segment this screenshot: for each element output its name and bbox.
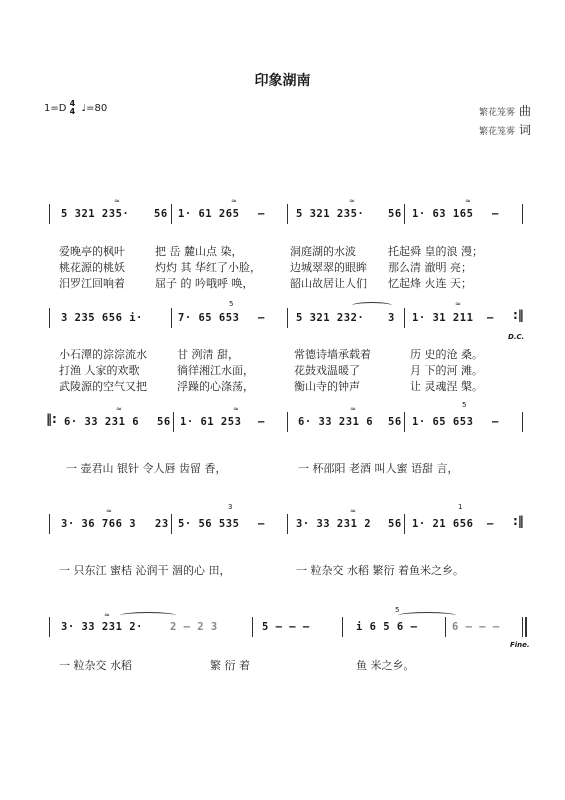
lyric: 把 岳 麓山点 染， — [155, 245, 243, 258]
barline — [287, 308, 288, 328]
barline — [522, 617, 523, 637]
lyric: 武陵源的空气又把 — [59, 380, 147, 393]
grace-note: 5 — [395, 606, 400, 614]
key-signature — [44, 100, 107, 116]
composer-role: 曲 — [519, 104, 532, 118]
lyric: 衡山寺的钟声 — [294, 380, 360, 393]
fine-mark: Fine. — [510, 641, 530, 649]
barline — [173, 412, 174, 432]
trill-mark: ≈ — [116, 405, 122, 413]
repeat-end-sign: :‖ — [513, 308, 524, 322]
barline — [404, 412, 405, 432]
lyric: 打渔 人家的欢歌 — [59, 364, 140, 377]
measure: 6· 33 231 6 — [64, 416, 140, 428]
trill-mark: ≈ — [465, 197, 471, 205]
measure: 1· 61 253 — [180, 416, 242, 428]
composer-name: 繁花笼雾 — [479, 108, 516, 118]
measure: 6· 33 231 6 — [298, 416, 374, 428]
tie — [352, 302, 392, 309]
measure: – — [492, 416, 499, 428]
lyric: 月 下的河 滩。 — [410, 364, 483, 377]
measure: 3· 33 231 2 — [296, 518, 372, 530]
lyric: 汨罗江回响着 — [59, 277, 125, 290]
trill-mark: ≈ — [350, 405, 356, 413]
lyric: 那么清 澈明 亮； — [388, 261, 472, 274]
measure: 56 — [388, 416, 402, 428]
measure: 56 — [388, 208, 402, 220]
trill-mark: ≈ — [231, 197, 237, 205]
measure: 1· 61 265 — [178, 208, 240, 220]
measure: – — [258, 416, 265, 428]
measure: – — [258, 208, 265, 220]
dc-mark: D.C. — [508, 333, 525, 341]
barline — [49, 617, 50, 637]
trill-mark: ≈ — [233, 405, 239, 413]
measure: 56 — [157, 416, 171, 428]
tie — [120, 612, 176, 619]
measure: 1· 31 211 — [412, 312, 474, 324]
lyricist-credit — [479, 121, 531, 138]
tempo-mark: ♩=80 — [81, 103, 108, 114]
measure: – — [258, 312, 265, 324]
lyric: 灼灼 其 华红了小脸， — [155, 261, 261, 274]
lyric: 浮躁的心涤荡， — [177, 380, 254, 393]
trill-mark: ≈ — [349, 197, 355, 205]
lyric: 花鼓戏温暖了 — [294, 364, 360, 377]
grace-note: 5 — [229, 300, 234, 308]
barline — [404, 308, 405, 328]
lyric: 一 粒杂交 水稻 繁衍 着鱼米之乡。 — [296, 564, 464, 577]
measure: 3 235 656 i· — [61, 312, 143, 324]
measure: 3· 36 766 3 — [61, 518, 137, 530]
barline — [342, 617, 343, 637]
lyricist-name: 繁花笼雾 — [479, 127, 516, 137]
key-label: 1=D — [44, 103, 67, 114]
lyric: 爱晚亭的枫叶 — [59, 245, 125, 258]
barline — [49, 514, 50, 534]
barline — [49, 204, 50, 224]
measure: – — [487, 312, 494, 324]
repeat-end-sign: :‖ — [513, 514, 524, 528]
time-signature: 4 4 — [69, 99, 76, 116]
measure: 1· 63 165 — [412, 208, 474, 220]
lyric: 洞庭湖的水波 — [290, 245, 356, 258]
lyric: 徜徉湘江水面， — [177, 364, 254, 377]
measure: i 6 5 6 – — [356, 621, 418, 633]
lyric: 韶山故居让人们 — [290, 277, 367, 290]
measure: 2 – 2 3 — [170, 621, 218, 633]
lyric: 忆起烽 火连 天； — [388, 277, 472, 290]
lyric: 常德诗墙承载着 — [294, 348, 371, 361]
repeat-start-sign: ‖: — [46, 412, 57, 426]
barline — [171, 308, 172, 328]
trill-mark: ≈ — [106, 507, 112, 515]
tie — [398, 612, 456, 619]
measure: – — [258, 518, 265, 530]
lyric: 桃花源的桃妖 — [59, 261, 125, 274]
measure: 56 — [154, 208, 168, 220]
barline — [171, 514, 172, 534]
barline — [49, 308, 50, 328]
lyric: 边城翠翠的眼眸 — [290, 261, 367, 274]
lyric: 鱼 米之乡。 — [356, 659, 415, 672]
measure: 1· 65 653 — [412, 416, 474, 428]
composer-credit — [479, 102, 531, 119]
lyric: 甘 洌清 甜， — [177, 348, 239, 361]
lyric: 一 壶君山 银针 令人唇 齿留 香， — [66, 462, 227, 475]
lyric: 繁 衍 着 — [210, 659, 250, 672]
lyric: 一 只东江 蜜桔 沁润干 涸的心 田， — [59, 564, 231, 577]
barline — [252, 617, 253, 637]
trill-mark: ≈ — [350, 507, 356, 515]
grace-note: 1 — [458, 503, 463, 511]
measure: 5 321 235· — [296, 208, 365, 220]
song-title: 印象湖南 — [254, 73, 311, 89]
trill-mark: ≈ — [104, 611, 110, 619]
measure: – — [492, 208, 499, 220]
lyric: 让 灵魂涅 槃。 — [410, 380, 483, 393]
barline — [287, 514, 288, 534]
grace-note: 3 — [228, 503, 233, 511]
barline — [445, 617, 446, 637]
measure: 3· 33 231 2· — [61, 621, 143, 633]
trill-mark: ≈ — [455, 300, 461, 308]
lyric: 小石潭的淙淙流水 — [59, 348, 147, 361]
measure: 56 — [388, 518, 402, 530]
lyric: 一 粒杂交 水稻 — [59, 659, 132, 672]
measure: 1· 21 656 — [412, 518, 474, 530]
measure: 5· 56 535 — [178, 518, 240, 530]
lyric: 一 杯邵阳 老酒 叫人蜜 语甜 言， — [298, 462, 459, 475]
lyric: 托起舜 皇的浪 漫； — [388, 245, 483, 258]
barline — [522, 204, 523, 224]
lyric: 屈子 的 吟哦呼 唤， — [155, 277, 254, 290]
final-barline — [525, 617, 527, 637]
measure: 23 — [155, 518, 169, 530]
barline — [404, 204, 405, 224]
barline — [287, 412, 288, 432]
measure: 3 — [388, 312, 395, 324]
lyricist-role: 词 — [519, 123, 532, 137]
measure: 5 321 232· — [296, 312, 365, 324]
measure: 6 – – – — [452, 621, 500, 633]
barline — [522, 412, 523, 432]
measure: 5 – – – — [262, 621, 310, 633]
measure: 5 321 235· — [61, 208, 130, 220]
barline — [404, 514, 405, 534]
barline — [171, 204, 172, 224]
measure: 7· 65 653 — [178, 312, 240, 324]
grace-note: 5 — [462, 401, 467, 409]
measure: – — [487, 518, 494, 530]
barline — [287, 204, 288, 224]
lyric: 历 史的沧 桑。 — [410, 348, 483, 361]
trill-mark: ≈ — [114, 197, 120, 205]
